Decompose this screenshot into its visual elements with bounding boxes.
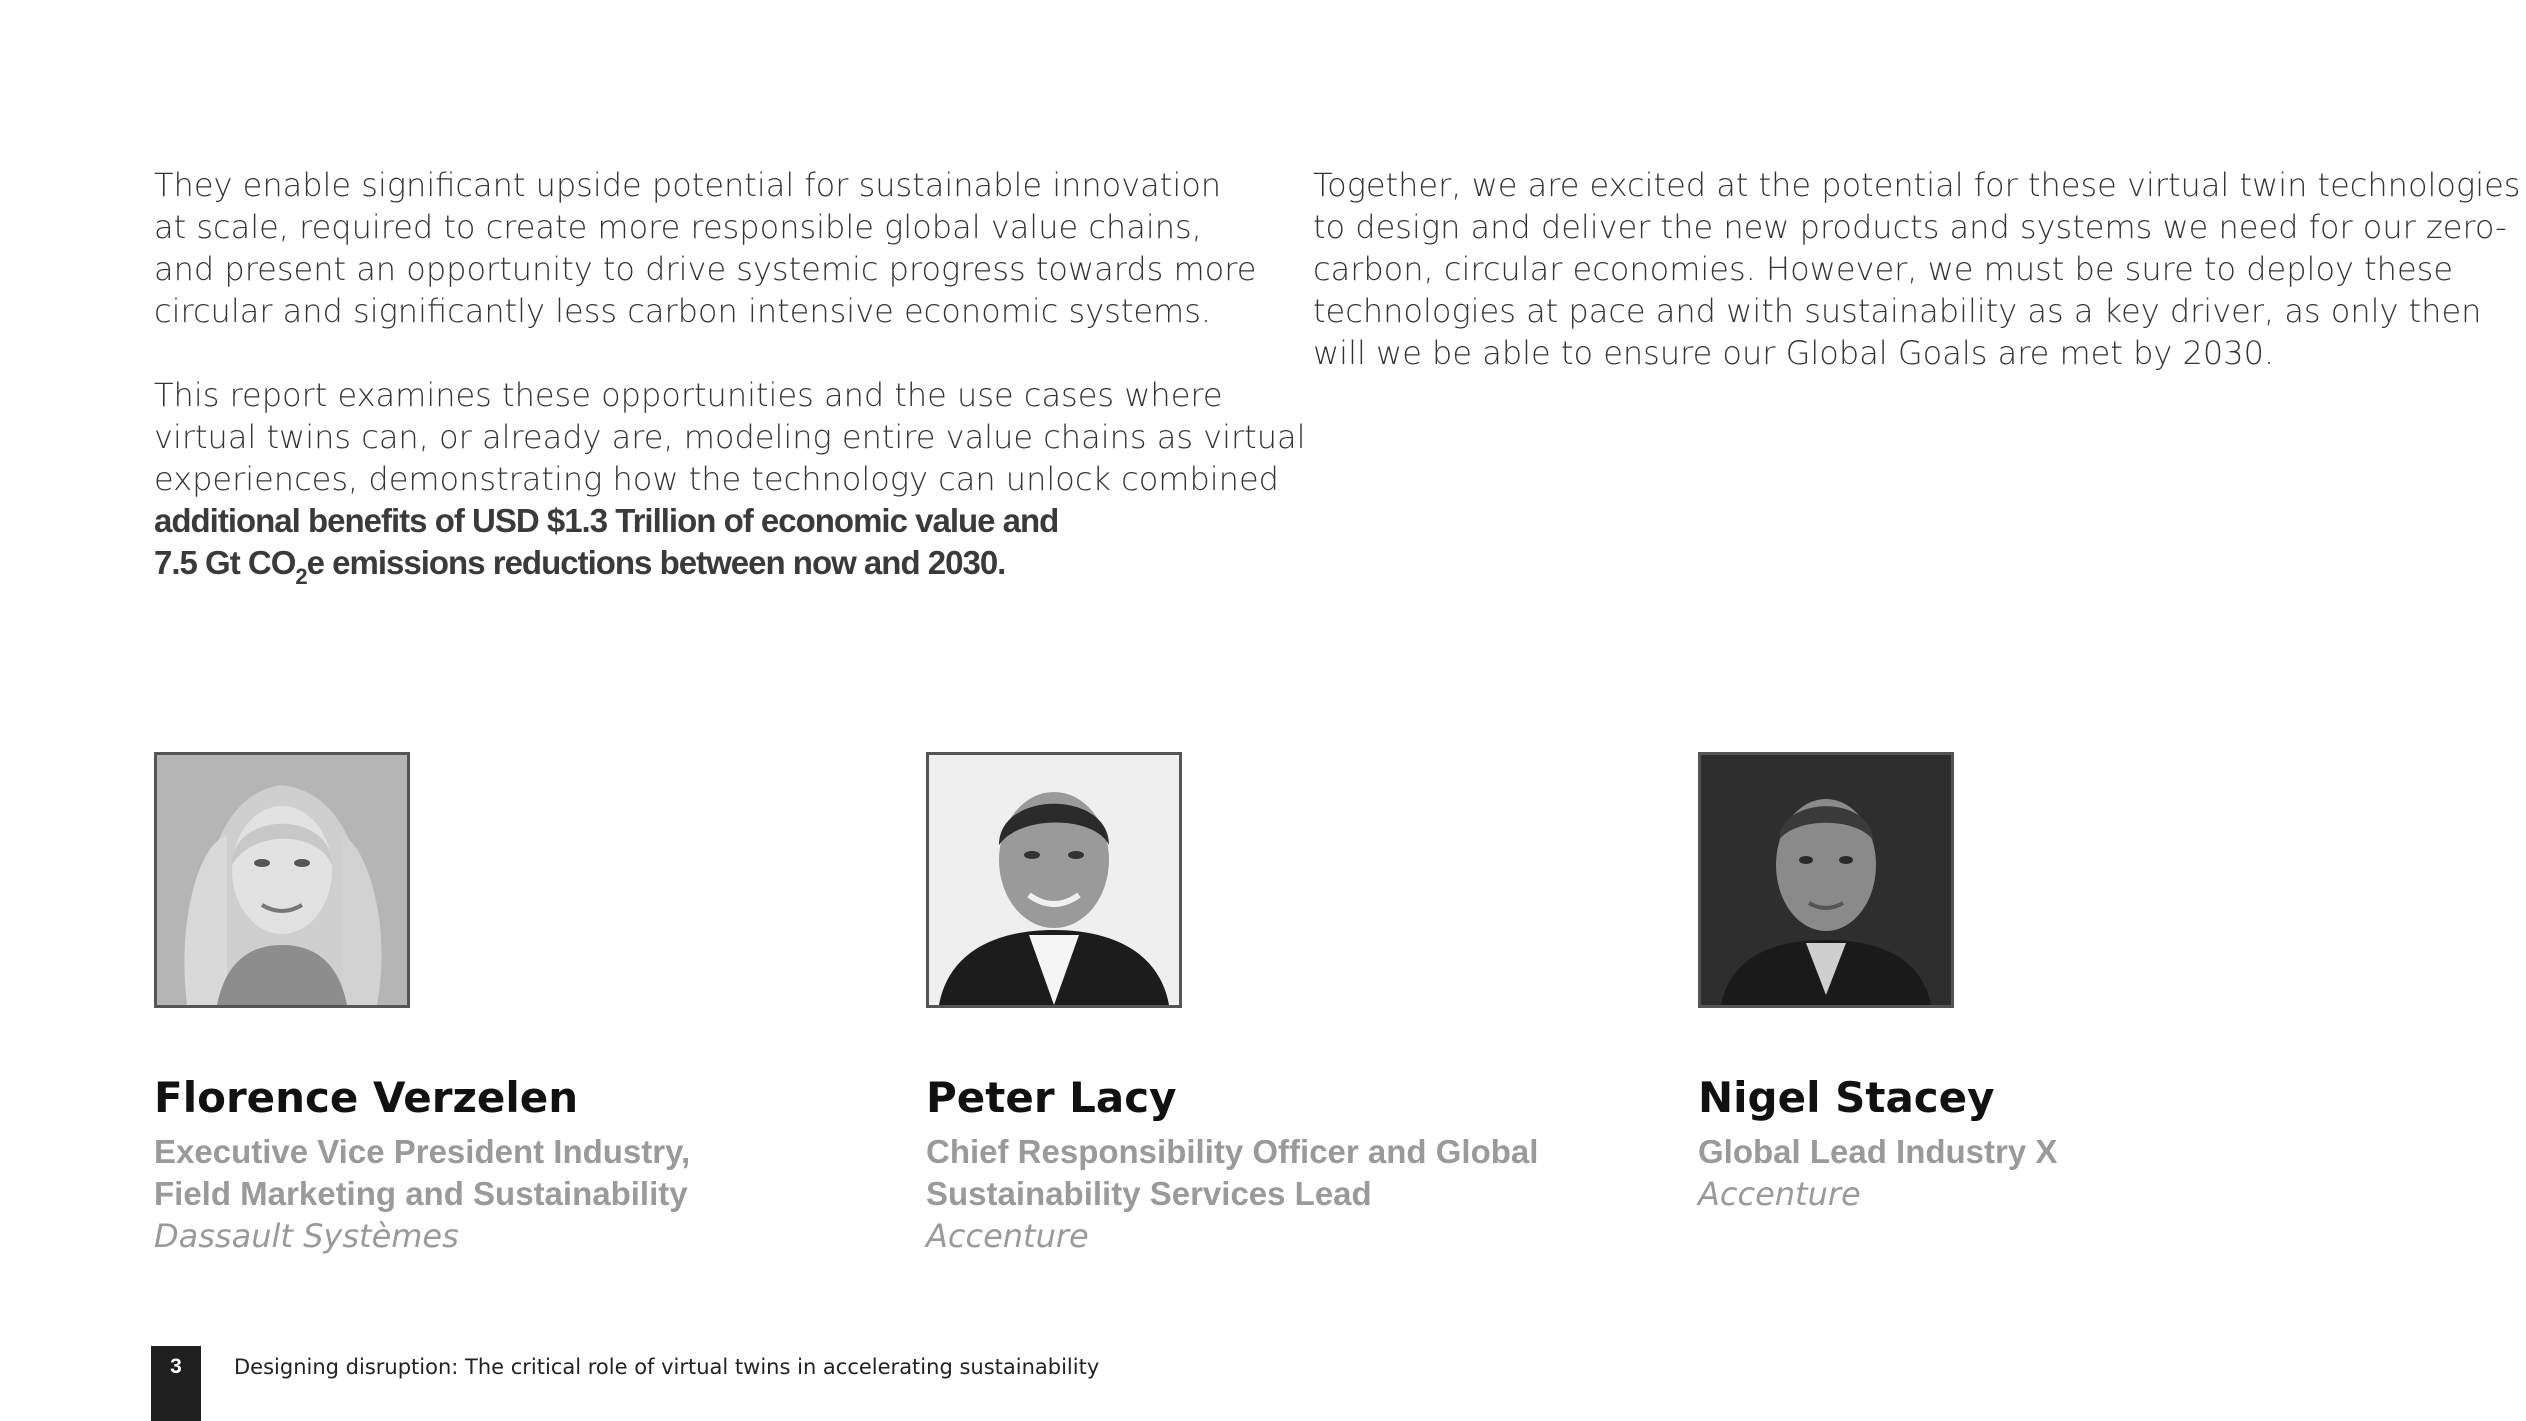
text-line: at scale, required to create more responsible global value chains, <box>154 208 1202 246</box>
right-text-column <box>1313 164 2521 374</box>
portrait-image <box>929 755 1179 1005</box>
left-text-column <box>154 164 1306 598</box>
text-line: technologies at pace and with sustainability as a key driver, as only then <box>1313 292 2482 330</box>
person-name: Peter Lacy <box>926 1073 1177 1122</box>
person-organization: Dassault Systèmes <box>154 1217 459 1255</box>
text-line: will we be able to ensure our Global Goals are met by 2030. <box>1313 334 2275 372</box>
person-role-line: Sustainability Services Lead <box>926 1175 1372 1212</box>
person-role-line: Executive Vice President Industry, <box>154 1133 691 1170</box>
text-line: This report examines these opportunities and the use cases where <box>154 376 1223 414</box>
highlight-line-benefits: additional benefits of USD $1.3 Trillion of economic value and <box>154 502 1059 539</box>
person-organization: Accenture <box>1698 1175 1861 1213</box>
emissions-suffix: e emissions reductions between now and 2030. <box>306 544 1006 581</box>
portrait-image <box>157 755 407 1005</box>
person-card-nigel-stacey <box>1698 752 2398 1213</box>
portrait-photo <box>154 752 410 1008</box>
person-name: Nigel Stacey <box>1698 1073 1995 1122</box>
co2-subscript: 2 <box>295 564 307 589</box>
text-line: to design and deliver the new products and systems we need for our zero- <box>1313 208 2507 246</box>
person-name: Florence Verzelen <box>154 1073 579 1122</box>
page-number-badge: 3 <box>151 1346 201 1421</box>
text-line: and present an opportunity to drive systemic progress towards more <box>154 250 1257 288</box>
footer-title: Designing disruption: The critical role of virtual twins in accelerating sustainability <box>234 1355 1100 1379</box>
text-line: Together, we are excited at the potential for these virtual twin technologies <box>1313 166 2521 204</box>
text-line: virtual twins can, or already are, modeling entire value chains as virtual <box>154 418 1306 456</box>
left-paragraph-2 <box>154 374 1306 598</box>
text-line: They enable significant upside potential for sustainable innovation <box>154 166 1222 204</box>
portrait-photo <box>1698 752 1954 1008</box>
person-card-florence-verzelen <box>154 752 854 1255</box>
text-line: circular and significantly less carbon intensive economic systems. <box>154 292 1212 330</box>
person-card-peter-lacy <box>926 752 1626 1255</box>
emissions-prefix: 7.5 Gt CO <box>154 544 296 581</box>
right-paragraph-1 <box>1313 164 2521 374</box>
person-organization: Accenture <box>926 1217 1089 1255</box>
person-details <box>926 1131 1538 1257</box>
text-line: carbon, circular economies. However, we must be sure to deploy these <box>1313 250 2453 288</box>
person-role-line: Chief Responsibility Officer and Global <box>926 1133 1539 1170</box>
person-role-line: Field Marketing and Sustainability <box>154 1175 688 1212</box>
portrait-photo <box>926 752 1182 1008</box>
person-role-line: Global Lead Industry X <box>1698 1133 2058 1170</box>
person-details <box>154 1131 690 1257</box>
person-details <box>1698 1131 2057 1215</box>
left-paragraph-1 <box>154 164 1257 332</box>
text-line: experiences, demonstrating how the technology can unlock combined <box>154 460 1279 498</box>
portrait-image <box>1701 755 1951 1005</box>
highlight-line-emissions <box>154 542 1244 598</box>
